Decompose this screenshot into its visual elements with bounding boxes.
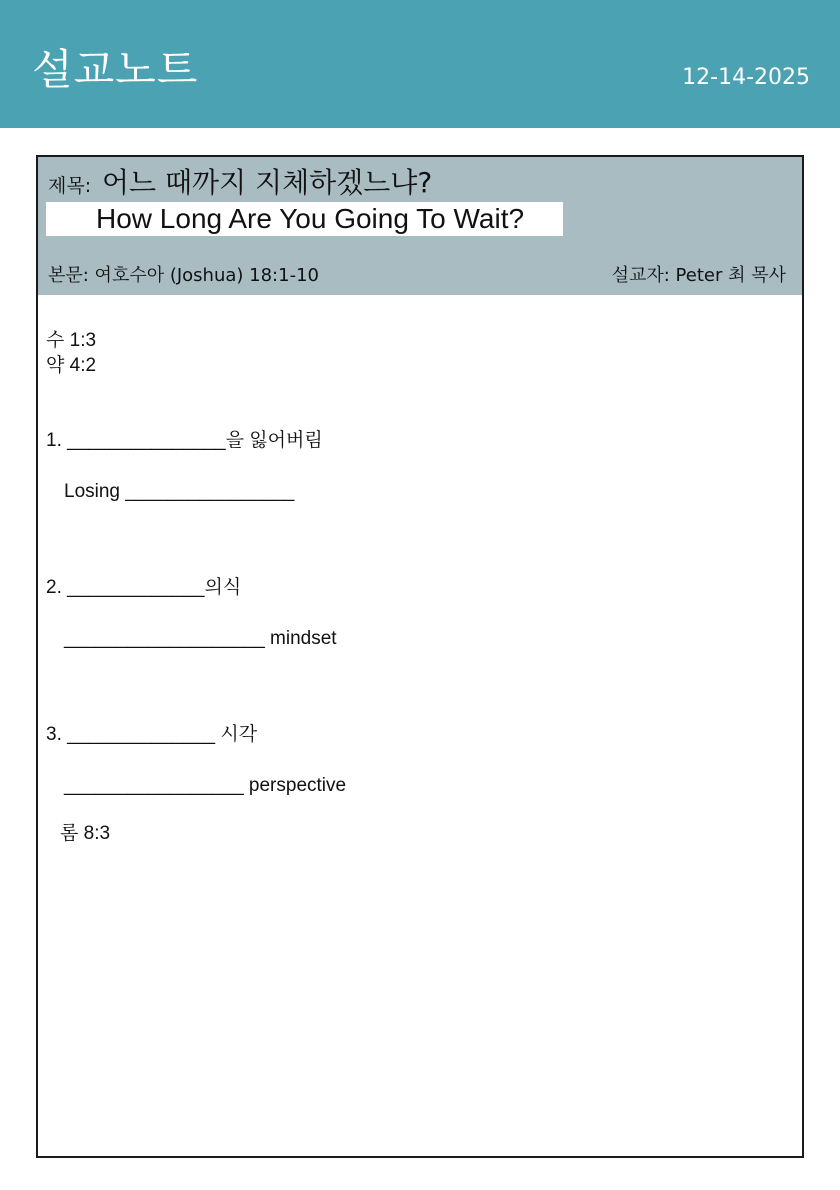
title-label: 제목: — [48, 175, 92, 197]
closing-reference: 롬 8:3 — [60, 823, 111, 844]
sermon-title-korean: 어느 때까지 지체하겠느냐? — [102, 166, 433, 199]
point-2-korean: 2. _____________의식 — [46, 577, 242, 598]
page-title: 설교노트 — [32, 45, 199, 94]
title-band — [38, 157, 802, 295]
scripture-reference: 본문: 여호수아 (Joshua) 18:1-10 — [48, 265, 319, 286]
point-2-english: ___________________ mindset — [64, 628, 337, 649]
point-3-english: _________________ perspective — [64, 775, 347, 796]
point-1-english: Losing ________________ — [64, 481, 295, 502]
reference-1: 수 1:3 — [46, 330, 97, 351]
english-title-box — [46, 202, 563, 236]
sermon-title-english: How Long Are You Going To Wait? — [96, 203, 525, 234]
reference-2: 약 4:2 — [46, 355, 97, 376]
point-1-korean: 1. _______________을 잃어버림 — [46, 430, 323, 451]
notes-frame — [36, 155, 804, 1158]
point-3-korean: 3. ______________ 시각 — [46, 724, 258, 745]
sermon-date: 12-14-2025 — [682, 65, 810, 90]
header-bar — [0, 0, 840, 128]
preacher-name: 설교자: Peter 최 목사 — [611, 265, 786, 286]
